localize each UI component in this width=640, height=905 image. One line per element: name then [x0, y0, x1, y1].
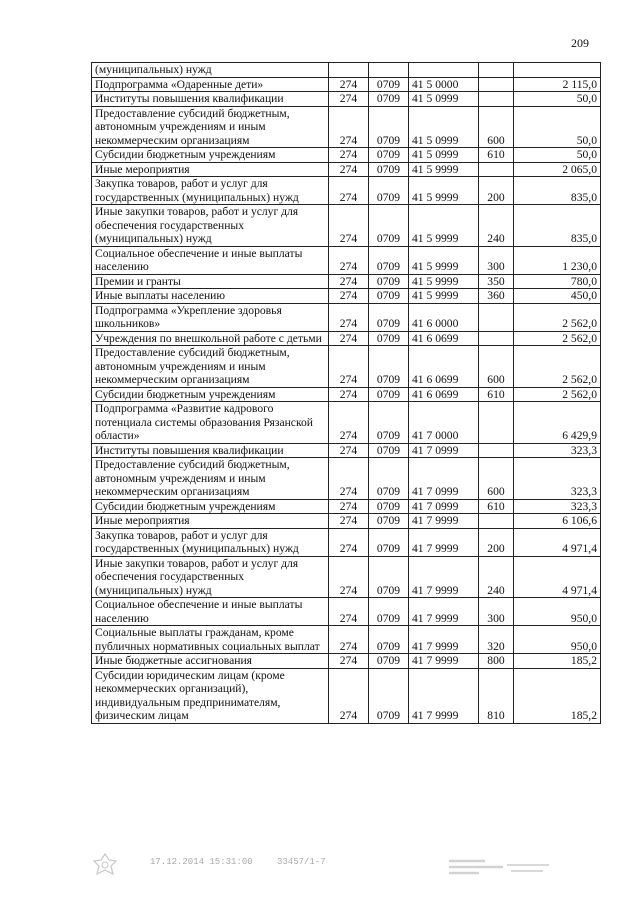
row-expense-type-cell: 600 — [479, 458, 514, 500]
row-expense-type-cell: 360 — [479, 289, 514, 304]
row-amount-cell: 4 971,4 — [514, 556, 601, 598]
row-amount-cell: 50,0 — [514, 92, 601, 107]
row-target-article-cell: 41 6 0699 — [409, 346, 479, 388]
row-target-article-cell: 41 5 0999 — [409, 106, 479, 148]
row-ministry-code-cell: 274 — [329, 162, 369, 177]
row-name-cell: Институты повышения квалификации — [92, 92, 329, 107]
row-amount-cell: 450,0 — [514, 289, 601, 304]
row-target-article-cell: 41 6 0000 — [409, 303, 479, 331]
row-name-cell: Субсидии бюджетным учреждениям — [92, 148, 329, 163]
row-target-article-cell: 41 5 0000 — [409, 77, 479, 92]
coat-of-arms-icon — [90, 852, 120, 880]
row-section-code-cell: 0709 — [369, 514, 409, 529]
row-amount-cell: 323,3 — [514, 499, 601, 514]
row-amount-cell: 185,2 — [514, 668, 601, 723]
table-row — [92, 402, 601, 444]
row-expense-type-cell: 610 — [479, 387, 514, 402]
row-section-code-cell: 0709 — [369, 556, 409, 598]
row-amount-cell: 6 429,9 — [514, 402, 601, 444]
row-target-article-cell: 41 7 9999 — [409, 528, 479, 556]
row-amount-cell: 323,3 — [514, 443, 601, 458]
row-section-code-cell: 0709 — [369, 499, 409, 514]
row-section-code-cell: 0709 — [369, 303, 409, 331]
row-amount-cell — [514, 63, 601, 78]
row-expense-type-cell: 600 — [479, 106, 514, 148]
row-section-code-cell: 0709 — [369, 92, 409, 107]
row-target-article-cell: 41 6 0699 — [409, 387, 479, 402]
row-name-cell: Подпрограмма «Одаренные дети» — [92, 77, 329, 92]
row-amount-cell: 2 065,0 — [514, 162, 601, 177]
table-row — [92, 289, 601, 304]
row-expense-type-cell: 800 — [479, 654, 514, 669]
row-target-article-cell: 41 7 9999 — [409, 654, 479, 669]
row-amount-cell: 950,0 — [514, 626, 601, 654]
row-target-article-cell: 41 5 9999 — [409, 205, 479, 247]
row-name-cell: Субсидии бюджетным учреждениям — [92, 387, 329, 402]
row-amount-cell: 6 106,6 — [514, 514, 601, 529]
row-name-cell: Предоставление субсидий бюджетным, автономным учреждениям и иным некоммерческим организациям — [92, 458, 329, 500]
row-ministry-code-cell: 274 — [329, 346, 369, 388]
row-section-code-cell: 0709 — [369, 626, 409, 654]
row-expense-type-cell — [479, 514, 514, 529]
table-row — [92, 556, 601, 598]
table-row — [92, 514, 601, 529]
table-row — [92, 274, 601, 289]
row-ministry-code-cell: 274 — [329, 331, 369, 346]
row-ministry-code-cell: 274 — [329, 387, 369, 402]
row-section-code-cell: 0709 — [369, 331, 409, 346]
table-row — [92, 106, 601, 148]
budget-table-body — [92, 63, 601, 724]
table-row — [92, 387, 601, 402]
row-amount-cell: 50,0 — [514, 106, 601, 148]
table-row — [92, 598, 601, 626]
row-name-cell: Учреждения по внешкольной работе с детьми — [92, 331, 329, 346]
row-ministry-code-cell: 274 — [329, 528, 369, 556]
row-section-code-cell: 0709 — [369, 246, 409, 274]
row-ministry-code-cell: 274 — [329, 556, 369, 598]
row-target-article-cell: 41 6 0699 — [409, 331, 479, 346]
row-name-cell: Социальное обеспечение и иные выплаты населению — [92, 598, 329, 626]
row-ministry-code-cell: 274 — [329, 499, 369, 514]
row-amount-cell: 50,0 — [514, 148, 601, 163]
row-ministry-code-cell: 274 — [329, 92, 369, 107]
row-expense-type-cell: 600 — [479, 346, 514, 388]
row-target-article-cell: 41 7 0999 — [409, 443, 479, 458]
budget-table — [91, 62, 601, 724]
table-row — [92, 331, 601, 346]
row-target-article-cell: 41 7 0999 — [409, 458, 479, 500]
row-target-article-cell: 41 7 9999 — [409, 598, 479, 626]
row-expense-type-cell — [479, 92, 514, 107]
row-section-code-cell: 0709 — [369, 598, 409, 626]
row-ministry-code-cell: 274 — [329, 148, 369, 163]
row-expense-type-cell: 240 — [479, 556, 514, 598]
row-target-article-cell: 41 7 0000 — [409, 402, 479, 444]
digital-signature-stamp-icon — [445, 852, 555, 878]
row-name-cell: Иные мероприятия — [92, 514, 329, 529]
page-number: 209 — [571, 36, 589, 50]
row-name-cell: Подпрограмма «Развитие кадрового потенциала системы образования Рязанской области» — [92, 402, 329, 444]
row-section-code-cell: 0709 — [369, 668, 409, 723]
row-name-cell: Премии и гранты — [92, 274, 329, 289]
row-ministry-code-cell: 274 — [329, 77, 369, 92]
row-amount-cell: 2 562,0 — [514, 303, 601, 331]
row-amount-cell: 950,0 — [514, 598, 601, 626]
row-target-article-cell: 41 5 0999 — [409, 92, 479, 107]
row-section-code-cell: 0709 — [369, 77, 409, 92]
row-expense-type-cell — [479, 63, 514, 78]
footer-document-id: 33457/1-7 — [277, 857, 326, 867]
table-row — [92, 668, 601, 723]
row-expense-type-cell: 200 — [479, 528, 514, 556]
table-row — [92, 346, 601, 388]
row-section-code-cell: 0709 — [369, 162, 409, 177]
table-row — [92, 458, 601, 500]
row-ministry-code-cell: 274 — [329, 289, 369, 304]
row-section-code-cell: 0709 — [369, 205, 409, 247]
row-target-article-cell: 41 5 9999 — [409, 274, 479, 289]
row-expense-type-cell: 300 — [479, 246, 514, 274]
row-name-cell: Закупка товаров, работ и услуг для государственных (муниципальных) нужд — [92, 177, 329, 205]
row-ministry-code-cell: 274 — [329, 458, 369, 500]
row-expense-type-cell: 610 — [479, 499, 514, 514]
row-ministry-code-cell: 274 — [329, 598, 369, 626]
row-name-cell: Иные выплаты населению — [92, 289, 329, 304]
row-name-cell: Подпрограмма «Укрепление здоровья школьников» — [92, 303, 329, 331]
row-expense-type-cell: 300 — [479, 598, 514, 626]
row-name-cell: Иные бюджетные ассигнования — [92, 654, 329, 669]
row-ministry-code-cell: 274 — [329, 303, 369, 331]
row-amount-cell: 1 230,0 — [514, 246, 601, 274]
table-row — [92, 63, 601, 78]
table-row — [92, 528, 601, 556]
row-name-cell: Закупка товаров, работ и услуг для государственных (муниципальных) нужд — [92, 528, 329, 556]
row-target-article-cell: 41 5 9999 — [409, 289, 479, 304]
row-expense-type-cell — [479, 77, 514, 92]
row-ministry-code-cell: 274 — [329, 626, 369, 654]
row-expense-type-cell — [479, 303, 514, 331]
row-name-cell: Институты повышения квалификации — [92, 443, 329, 458]
row-amount-cell: 323,3 — [514, 458, 601, 500]
row-target-article-cell: 41 5 0999 — [409, 148, 479, 163]
row-expense-type-cell: 240 — [479, 205, 514, 247]
table-row — [92, 162, 601, 177]
row-expense-type-cell — [479, 331, 514, 346]
row-amount-cell: 835,0 — [514, 177, 601, 205]
row-name-cell: Социальные выплаты гражданам, кроме публичных нормативных социальных выплат — [92, 626, 329, 654]
row-expense-type-cell — [479, 402, 514, 444]
row-name-cell: Предоставление субсидий бюджетным, автономным учреждениям и иным некоммерческим организациям — [92, 346, 329, 388]
row-target-article-cell: 41 7 0999 — [409, 499, 479, 514]
table-row — [92, 303, 601, 331]
row-name-cell: (муниципальных) нужд — [92, 63, 329, 78]
row-ministry-code-cell — [329, 63, 369, 78]
row-name-cell: Субсидии бюджетным учреждениям — [92, 499, 329, 514]
row-ministry-code-cell: 274 — [329, 205, 369, 247]
row-amount-cell: 835,0 — [514, 205, 601, 247]
table-row — [92, 92, 601, 107]
row-section-code-cell: 0709 — [369, 274, 409, 289]
row-section-code-cell: 0709 — [369, 528, 409, 556]
row-amount-cell: 4 971,4 — [514, 528, 601, 556]
row-ministry-code-cell: 274 — [329, 668, 369, 723]
row-target-article-cell: 41 7 9999 — [409, 626, 479, 654]
table-row — [92, 443, 601, 458]
row-expense-type-cell: 810 — [479, 668, 514, 723]
row-target-article-cell: 41 7 9999 — [409, 514, 479, 529]
row-section-code-cell: 0709 — [369, 654, 409, 669]
row-target-article-cell: 41 5 9999 — [409, 246, 479, 274]
row-target-article-cell — [409, 63, 479, 78]
row-section-code-cell: 0709 — [369, 346, 409, 388]
row-section-code-cell: 0709 — [369, 458, 409, 500]
table-row — [92, 654, 601, 669]
row-target-article-cell: 41 7 9999 — [409, 668, 479, 723]
row-section-code-cell: 0709 — [369, 387, 409, 402]
row-amount-cell: 2 562,0 — [514, 387, 601, 402]
row-name-cell: Иные мероприятия — [92, 162, 329, 177]
row-ministry-code-cell: 274 — [329, 274, 369, 289]
row-expense-type-cell — [479, 443, 514, 458]
table-row — [92, 205, 601, 247]
row-expense-type-cell — [479, 162, 514, 177]
row-target-article-cell: 41 5 9999 — [409, 177, 479, 205]
row-ministry-code-cell: 274 — [329, 514, 369, 529]
row-ministry-code-cell: 274 — [329, 402, 369, 444]
row-ministry-code-cell: 274 — [329, 177, 369, 205]
row-section-code-cell: 0709 — [369, 443, 409, 458]
row-expense-type-cell: 350 — [479, 274, 514, 289]
row-ministry-code-cell: 274 — [329, 654, 369, 669]
row-target-article-cell: 41 5 9999 — [409, 162, 479, 177]
row-ministry-code-cell: 274 — [329, 106, 369, 148]
table-row — [92, 148, 601, 163]
row-name-cell: Иные закупки товаров, работ и услуг для обеспечения государственных (муниципальных) нужд — [92, 556, 329, 598]
row-amount-cell: 2 562,0 — [514, 346, 601, 388]
row-name-cell: Субсидии юридическим лицам (кроме некоммерческих организаций), индивидуальным предпринимателям, физическим лицам — [92, 668, 329, 723]
row-amount-cell: 2 115,0 — [514, 77, 601, 92]
row-amount-cell: 185,2 — [514, 654, 601, 669]
page-footer — [90, 852, 550, 882]
row-name-cell: Предоставление субсидий бюджетным, автономным учреждениям и иным некоммерческим организациям — [92, 106, 329, 148]
row-name-cell: Иные закупки товаров, работ и услуг для обеспечения государственных (муниципальных) нужд — [92, 205, 329, 247]
table-row — [92, 499, 601, 514]
table-row — [92, 626, 601, 654]
row-section-code-cell: 0709 — [369, 402, 409, 444]
row-section-code-cell: 0709 — [369, 148, 409, 163]
row-amount-cell: 2 562,0 — [514, 331, 601, 346]
footer-timestamp: 17.12.2014 15:31:00 — [150, 857, 253, 867]
row-section-code-cell — [369, 63, 409, 78]
row-expense-type-cell: 200 — [479, 177, 514, 205]
table-row — [92, 77, 601, 92]
table-row — [92, 246, 601, 274]
row-ministry-code-cell: 274 — [329, 246, 369, 274]
row-expense-type-cell: 320 — [479, 626, 514, 654]
row-section-code-cell: 0709 — [369, 106, 409, 148]
row-target-article-cell: 41 7 9999 — [409, 556, 479, 598]
row-section-code-cell: 0709 — [369, 289, 409, 304]
row-amount-cell: 780,0 — [514, 274, 601, 289]
row-ministry-code-cell: 274 — [329, 443, 369, 458]
row-name-cell: Социальное обеспечение и иные выплаты населению — [92, 246, 329, 274]
table-row — [92, 177, 601, 205]
row-section-code-cell: 0709 — [369, 177, 409, 205]
row-expense-type-cell: 610 — [479, 148, 514, 163]
